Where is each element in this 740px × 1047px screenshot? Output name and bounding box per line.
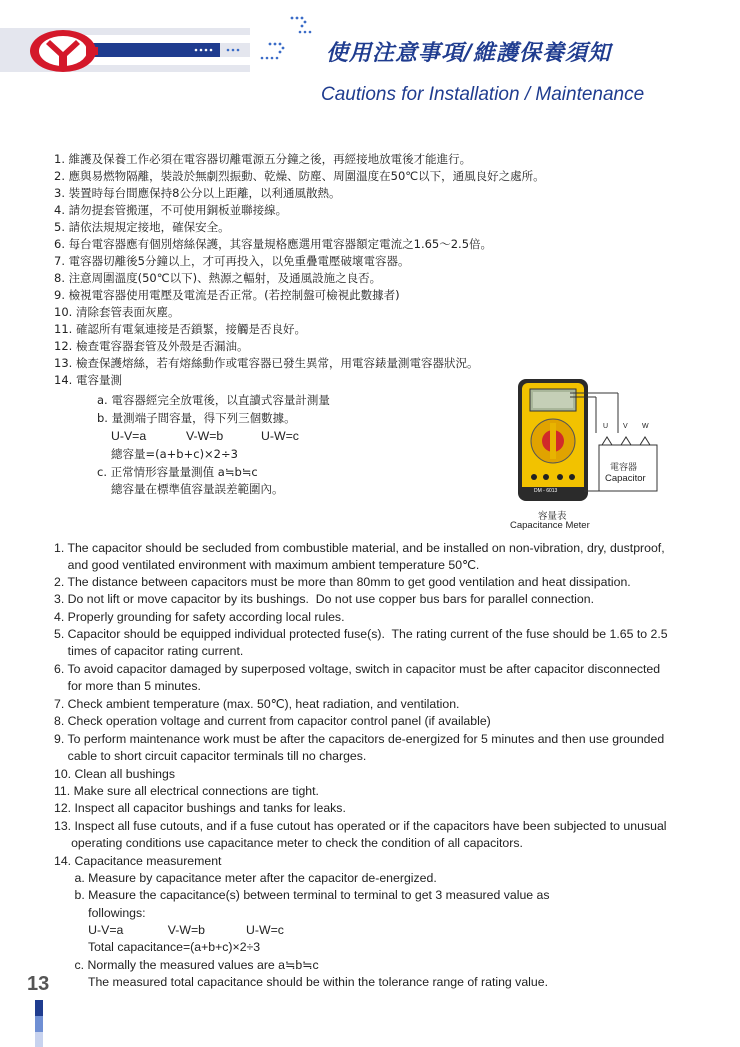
capacitance-meter-diagram (500, 375, 670, 535)
capacitor-label-zh: 電容器 (610, 463, 638, 473)
list-item: 14. Capacitance measurement (54, 854, 222, 868)
list-item: 14. 電容量測 (54, 373, 122, 387)
list-item: 1. 維護及保養工作必須在電容器切離電源五分鐘之後，再經接地放電後才能進行。 (54, 152, 472, 166)
list-item: 2. The distance between capacitors must be more than 80mm to get good ventilation and heat dissipation. (54, 575, 631, 589)
list-item: 6. To avoid capacitor damaged by superposed voltage, switch in capacitor must be after capacitor disconnected (54, 662, 661, 676)
list-item: 4. 請勿提套管搬運，不可使用銅板並聯接線。 (54, 203, 288, 217)
list-item: operating conditions use capacitance meter to check the condition of all capacitors. (54, 836, 523, 850)
formula-uv: U-V=a (111, 429, 147, 443)
terminal-v-label: V (623, 423, 628, 430)
measurement-figure (500, 375, 670, 535)
meter-model: DM - 6013 (534, 488, 558, 494)
terminal-u-label: U (603, 423, 609, 430)
company-logo (28, 28, 98, 74)
list-item: 3. 裝置時每台間應保持8公分以上距離，以利通風散熱。 (54, 186, 341, 200)
list-item: 12. Inspect all capacitor bushings and tanks for leaks. (54, 801, 346, 815)
list-item: c. Normally the measured values are a≒b≒c (54, 958, 319, 972)
page-title-en: Cautions for Installation / Maintenance (321, 84, 645, 105)
sub-item-a: a. 電容器經完全放電後，以直讀式容量計測量 (97, 393, 330, 407)
list-item: 7. Check ambient temperature (max. 50℃), heat radiation, and ventilation. (54, 697, 460, 711)
list-item: 6. 每台電容器應有個別熔絲保護，其容量規格應選用電容器額定電流之1.65～2.5倍。 (54, 237, 493, 251)
list-item: 4. Properly grounding for safety according local rules. (54, 610, 345, 624)
list-item: 13. 檢查保護熔絲，若有熔絲動作或電容器已發生異常，用電容錶量測電容器狀況。 (54, 356, 479, 370)
list-item: a. Measure by capacitance meter after the capacitor de-energized. (54, 871, 437, 885)
formula-vw: V-W=b (186, 429, 224, 443)
meter-label-zh: 容量表 (538, 511, 567, 522)
sub-item-b: b. 量測端子間容量，得下列三個數據。 (97, 411, 296, 425)
list-item: and good ventilated environment with maximum ambient temperature 50℃. (54, 558, 480, 572)
list-item: 9. To perform maintenance work must be after the capacitors de-energized for 5 minutes and then use grounded (54, 732, 665, 746)
list-item: 8. 注意周圍溫度(50℃以下)、熱源之輻射，及通風設施之良否。 (54, 271, 382, 285)
list-item: cable to short circuit capacitor terminals till no charges. (54, 749, 367, 763)
arrow-dots-icon (250, 14, 325, 54)
list-item: b. Measure the capacitance(s) between terminal to terminal to get 3 measured value as (54, 888, 550, 902)
list-item: 9. 檢視電容器使用電壓及電流是否正常。(若控制盤可檢視此數據者) (54, 288, 400, 302)
list-item: 5. Capacitor should be equipped individual protected fuse(s). The rating current of the fuse should be 1.65 to 2.5 (54, 627, 668, 641)
list-item: 8. Check operation voltage and current from capacitor control panel (if available) (54, 714, 491, 728)
page-number: 13 (27, 973, 50, 995)
sub-item-c: c. 正常情形容量量測值 a≒b≒c (97, 465, 258, 479)
list-item: 11. 確認所有電氣連接是否鎖緊，接觸是否良好。 (54, 322, 306, 336)
list-item: Total capacitance=(a+b+c)×2÷3 (54, 940, 261, 954)
formula-uw: U-W=c (261, 429, 299, 443)
list-item: 5. 請依法規規定接地，確保安全。 (54, 220, 230, 234)
list-item: 13. Inspect all fuse cutouts, and if a fuse cutout has operated or if the capacitors have been subjected to unusual (54, 819, 667, 833)
list-item: 11. Make sure all electrical connections are tight. (54, 784, 319, 798)
side-color-bar (35, 1000, 43, 1047)
terminal-w-label: W (642, 423, 649, 430)
meter-label-en: Capacitance Meter (510, 520, 590, 531)
list-item: 7. 電容器切離後5分鐘以上，才可再投入，以免重疊電壓破壞電容器。 (54, 254, 410, 268)
list-item: U-V=a V-W=b U-W=c (54, 923, 284, 937)
formula-total: 總容量=(a+b+c)×2÷3 (111, 447, 238, 461)
page-title-zh: 使用注意事項/維護保養須知 (326, 41, 612, 66)
list-item: followings: (54, 906, 146, 920)
sub-item-c-note: 總容量在標準值容量誤差範圍內。 (111, 482, 284, 496)
list-item: 12. 檢查電容器套管及外殼是否漏油。 (54, 339, 249, 353)
list-item: 2. 應與易燃物隔離，裝設於無劇烈振動、乾燥、防塵、周圍溫度在50℃以下，通風良好之處所。 (54, 169, 545, 183)
list-item: 10. 清除套管表面灰塵。 (54, 305, 180, 319)
list-item: 3. Do not lift or move capacitor by its bushings. Do not use copper bus bars for parallel connection. (54, 592, 594, 606)
list-item: The measured total capacitance should be within the tolerance range of rating value. (54, 975, 548, 989)
capacitor-label-en: Capacitor (605, 473, 646, 484)
list-item: 1. The capacitor should be secluded from combustible material, and be installed on non-vibration, dry, dustproof, (54, 541, 665, 555)
list-item: times of capacitor rating current. (54, 644, 244, 658)
list-item: 10. Clean all bushings (54, 767, 175, 781)
list-item: for more than 5 minutes. (54, 679, 201, 693)
